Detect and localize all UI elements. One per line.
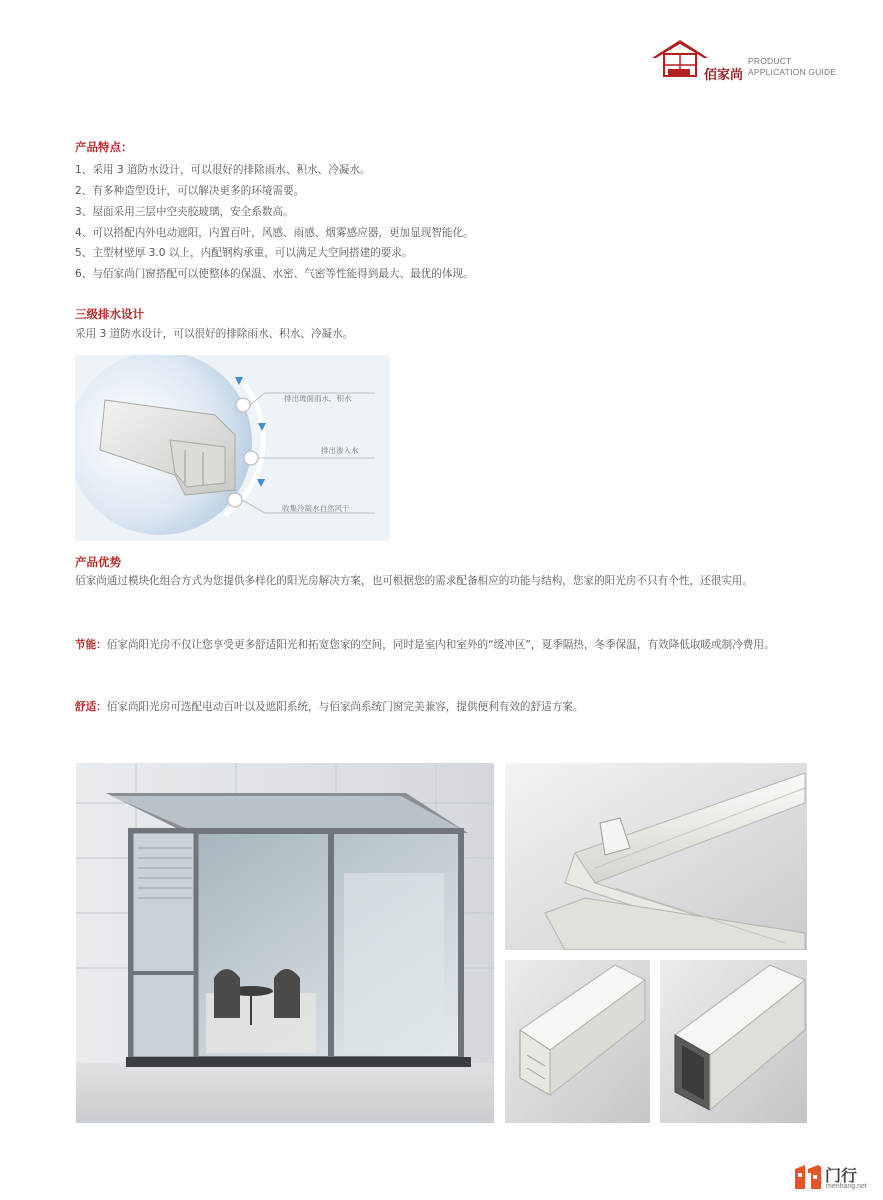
profile-photo-large xyxy=(505,763,807,950)
aluminum-profile-illustration xyxy=(505,763,807,950)
feature-item: 3、屋面采用三层中空夹胶玻璃，安全系数高。 xyxy=(75,206,294,218)
brand-tagline-line2: APPLICATION GUIDE xyxy=(748,67,837,77)
profile-photo-small-1 xyxy=(505,960,650,1123)
brand-logo xyxy=(650,36,850,84)
brand-tagline-line1: PRODUCT xyxy=(748,56,792,66)
feature-item: 6、与佰家尚门窗搭配可以使整体的保温、水密、气密等性能得到最大、最优的体现。 xyxy=(75,268,474,280)
comfort-lead: 舒适： xyxy=(75,701,107,713)
drainage-diagram xyxy=(75,355,390,541)
callout-glass-drain: 排出玻面雨水、积水 xyxy=(284,394,352,403)
profile-photo-small-2 xyxy=(660,960,807,1123)
menhang-logo-icon xyxy=(795,1165,821,1189)
drainage-text: 采用 3 道防水设计，可以很好的排除雨水、积水、冷凝水。 xyxy=(75,328,354,340)
profile-section-illustration xyxy=(505,960,650,1123)
feature-item: 5、主型材壁厚 3.0 以上，内配钢构承重，可以满足大空间搭建的要求。 xyxy=(75,247,413,259)
callout-condensate: 收集冷凝水自然风干 xyxy=(282,504,350,513)
energy-lead: 节能： xyxy=(75,639,107,651)
sunroom-photo xyxy=(76,763,494,1123)
advantages-text: 佰家尚通过模块化组合方式为您提供多样化的阳光房解决方案，也可根据您的需求配备相应的功能与结构，您家的阳光房不只有个性，还很实用。 xyxy=(75,575,753,587)
features-title: 产品特点： xyxy=(75,140,133,154)
comfort-paragraph xyxy=(75,696,810,718)
footer-url: menhang.net xyxy=(826,1183,867,1190)
comfort-text: 佰家尚阳光房可选配电动百叶以及遮阳系统，与佰家尚系统门窗完美兼容，提供便利有效的舒适方案。 xyxy=(106,701,584,713)
feature-item: 2、有多种造型设计，可以解决更多的环境需要。 xyxy=(75,185,305,197)
callout-seepage-drain: 排出渗入水 xyxy=(321,446,359,455)
footer-logo xyxy=(795,1163,877,1193)
drainage-title: 三级排水设计 xyxy=(75,307,144,321)
advantages-title: 产品优势 xyxy=(75,555,121,569)
brand-name-cn: 佰家尚 xyxy=(704,68,744,83)
brand-tagline xyxy=(748,56,836,78)
footer-logo-text: 门行 xyxy=(825,1166,858,1185)
feature-item: 1、采用 3 道防水设计，可以很好的排除雨水、积水、冷凝水。 xyxy=(75,164,371,176)
sunroom-illustration xyxy=(76,763,494,1123)
house-logo-icon xyxy=(650,36,710,80)
feature-item: 4、可以搭配内外电动遮阳，内置百叶，风感、雨感、烟雾感应器，更加显现智能化。 xyxy=(75,227,474,239)
profile-tube-illustration xyxy=(660,960,807,1123)
energy-text: 佰家尚阳光房不仅让您享受更多舒适阳光和拓宽您家的空间，同时是室内和室外的“缓冲区”，夏季隔热，冬季保温，有效降低取暖或制冷费用。 xyxy=(106,639,775,651)
energy-paragraph xyxy=(75,634,810,656)
